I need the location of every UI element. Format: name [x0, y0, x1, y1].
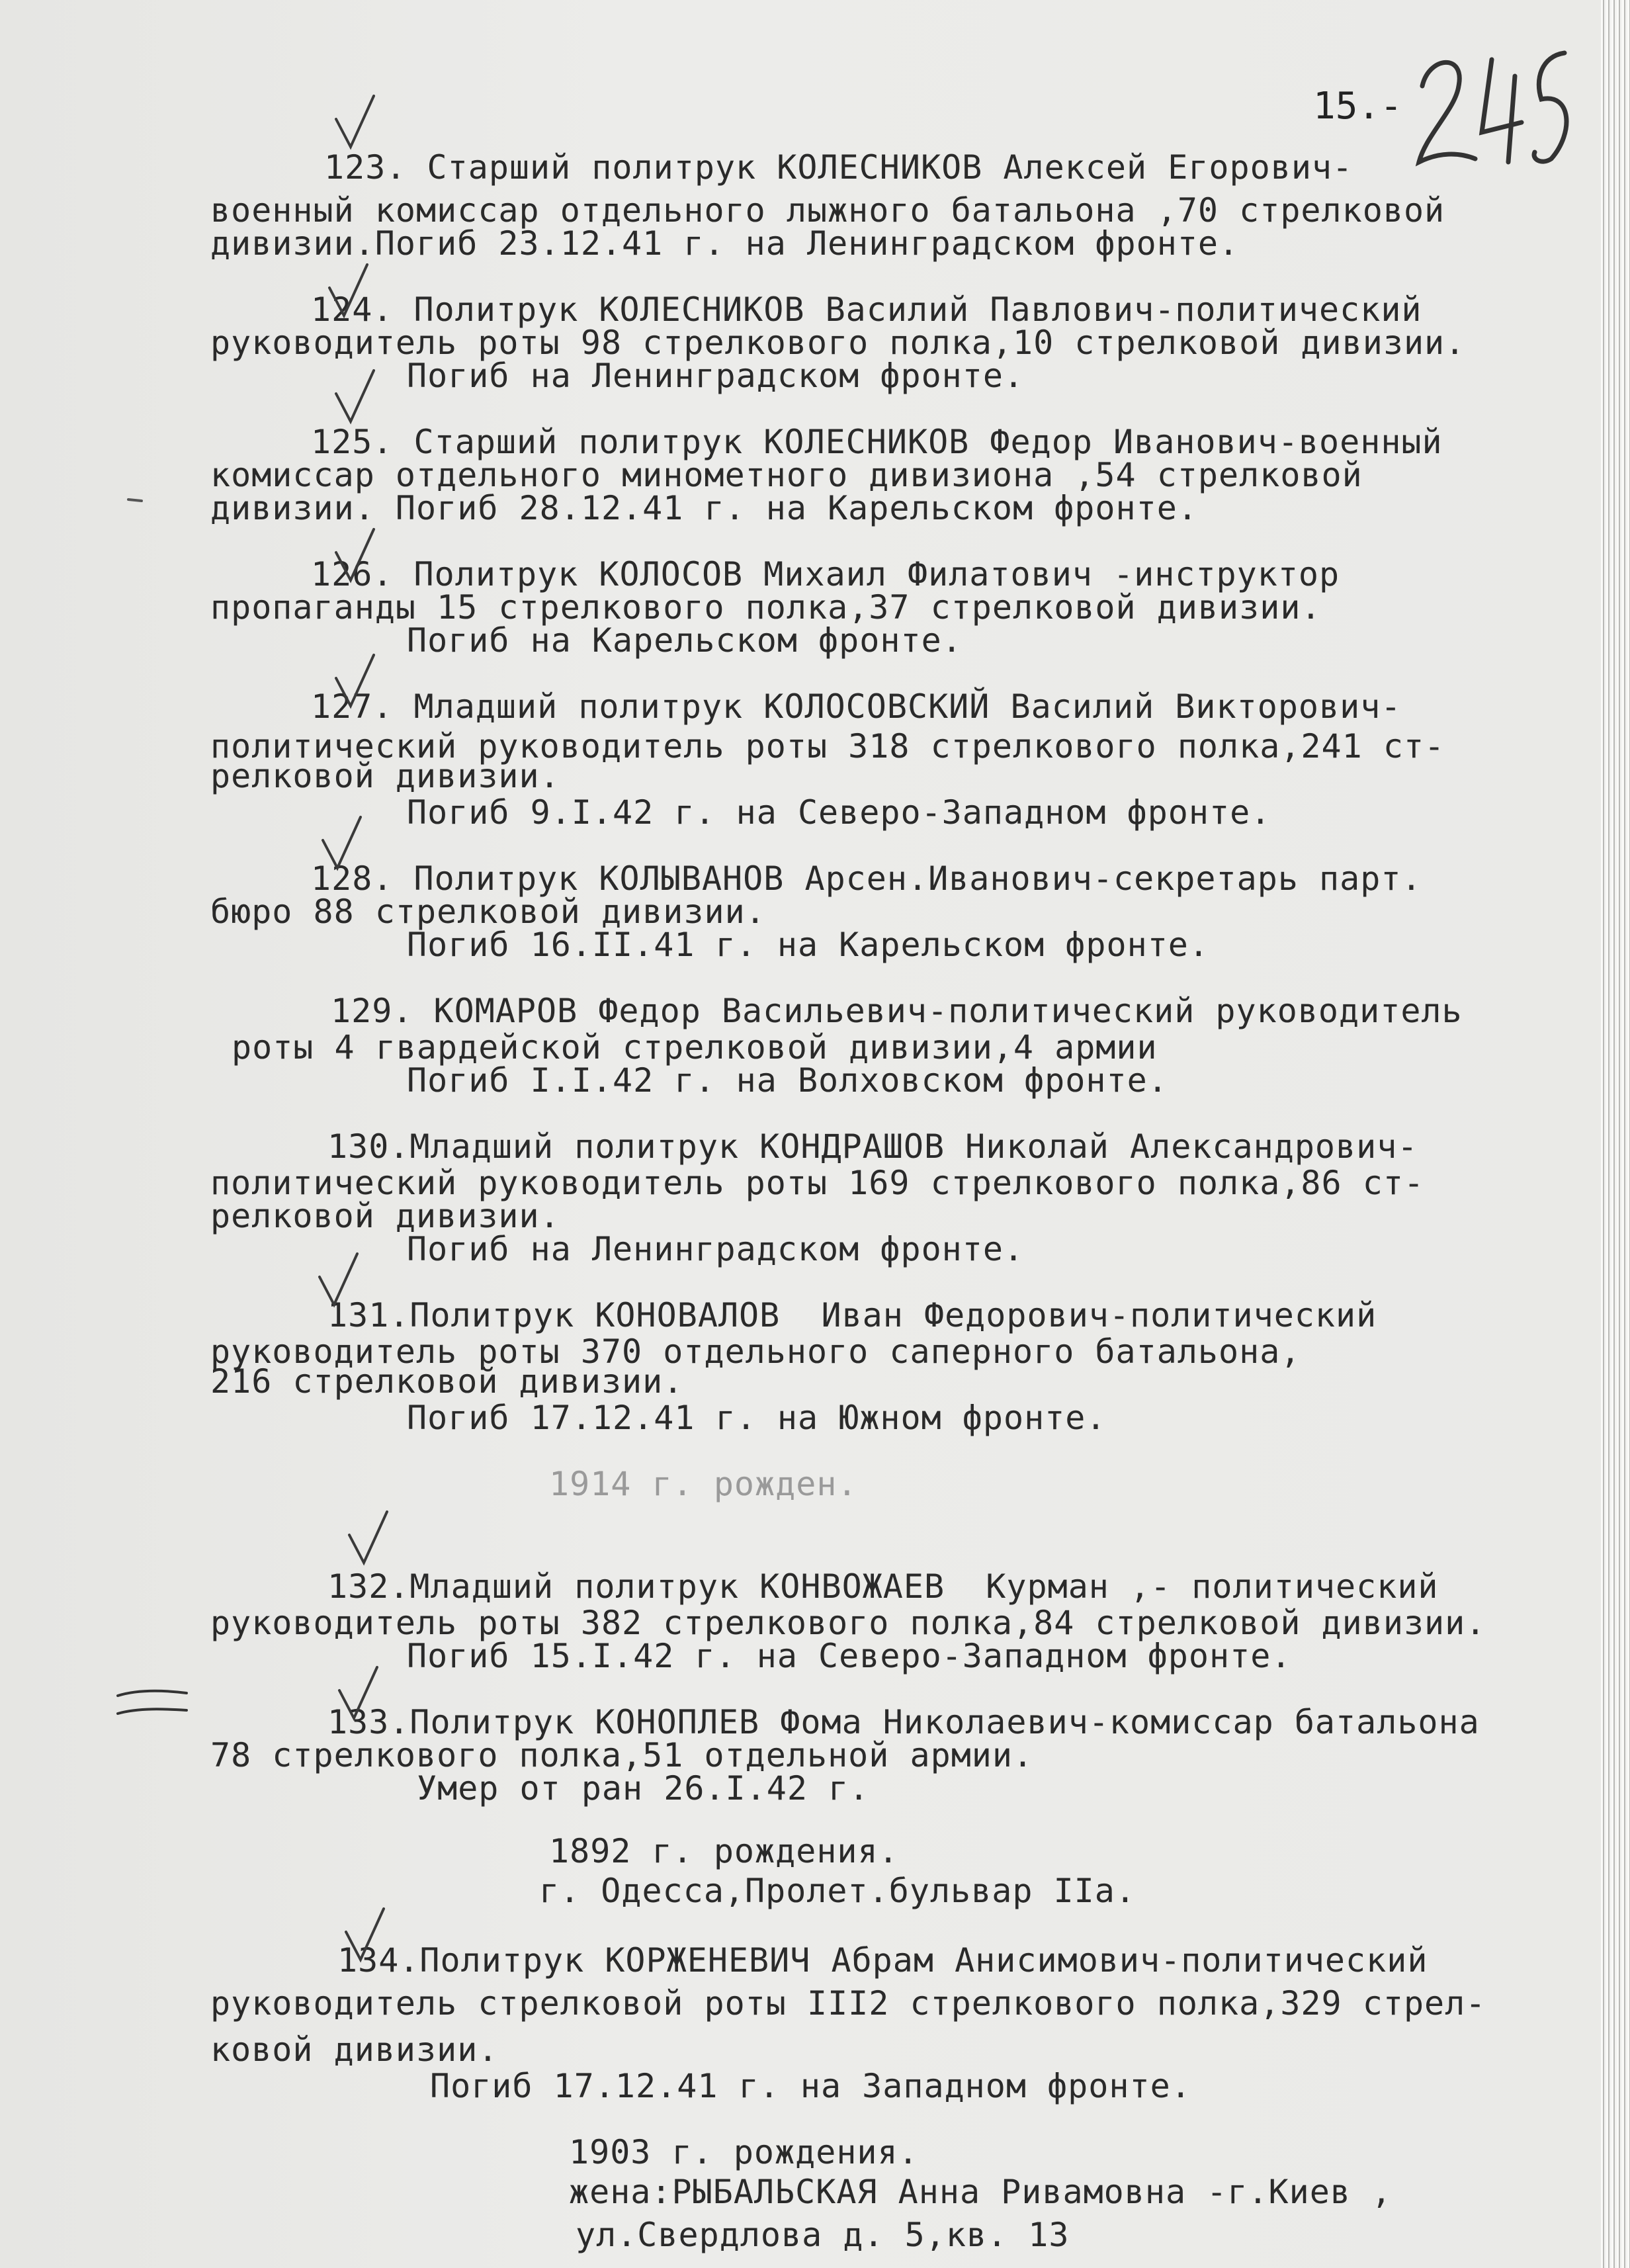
entry-124-line-3: Погиб на Ленинградском фронте. [407, 357, 1025, 395]
entry-128-line-3: Погиб 16.II.41 г. на Карельском фронте. [407, 926, 1209, 964]
entry-134-line-4: Погиб 17.12.41 г. на Западном фронте. [430, 2067, 1191, 2105]
entry-131-line-4: Погиб 17.12.41 г. на Южном фронте. [407, 1399, 1107, 1437]
check-mark-icon [318, 814, 370, 873]
check-mark-icon [344, 1508, 397, 1568]
entry-127-line-4: Погиб 9.I.42 г. на Северо-Западном фронте. [407, 793, 1271, 832]
entry-134-spouse: жена:РЫБАЛЬСКАЯ Анна Ривамовна -г.Киев , [569, 2173, 1393, 2211]
entry-133-birth: 1892 г. рождения. [549, 1832, 899, 1870]
entry-132-line-3: Погиб 15.I.42 г. на Северо-Западном фронте. [407, 1637, 1292, 1675]
entry-129-line-1: 129. КОМАРОВ Федор Васильевич-политический руководитель [331, 992, 1463, 1030]
entry-125-line-2: комиссар отдельного минометного дивизиона ,54 стрелковой [210, 456, 1363, 494]
entry-134-birth: 1903 г. рождения. [569, 2133, 919, 2171]
entry-130-line-3: релковой дивизии. [210, 1197, 560, 1235]
entry-129-line-2: роты 4 гвардейской стрелковой дивизии,4 армии [232, 1028, 1158, 1067]
entry-123-line-3: дивизии.Погиб 23.12.41 г. на Ленинградском фронте. [210, 224, 1240, 263]
entry-134-spouse-address: ул.Свердлова д. 5,кв. 13 [576, 2216, 1070, 2254]
entry-125-line-1: 125. Старший политрук КОЛЕСНИКОВ Федор Иванович-военный [311, 423, 1443, 461]
entry-133-line-2: 78 стрелкового полка,51 отдельной армии. [210, 1736, 1034, 1774]
page-number: 15.- [1313, 85, 1402, 128]
page-edge [1601, 0, 1630, 2268]
entry-127-line-3: релковой дивизии. [210, 757, 560, 795]
check-mark-icon [314, 1250, 367, 1310]
check-mark-icon [341, 1905, 394, 1965]
entry-133-address: г. Одесса,Пролет.бульвар IIа. [539, 1872, 1136, 1910]
entry-134-line-2: руководитель стрелковой роты III2 стрелкового полка,329 стрел- [210, 1984, 1486, 2023]
margin-double-line-mark [112, 1684, 192, 1723]
check-mark-icon [331, 526, 384, 586]
entry-130-line-2: политический руководитель роты 169 стрелкового полка,86 ст- [210, 1164, 1425, 1202]
handwritten-folio-number [1409, 40, 1574, 172]
entry-125-line-3: дивизии. Погиб 28.12.41 г. на Карельском фронте. [210, 489, 1198, 527]
entry-123-line-1: 123. Старший политрук КОЛЕСНИКОВ Алексей Егорович- [324, 148, 1353, 187]
entry-132-line-2: руководитель роты 382 стрелкового полка,84 стрелковой дивизии. [210, 1604, 1486, 1642]
entry-131-line-3: 216 стрелковой дивизии. [210, 1362, 684, 1401]
entry-131-birth: 1914 г. рожден. [549, 1465, 858, 1503]
entry-126-line-3: Погиб на Карельском фронте. [407, 621, 963, 660]
entry-124-line-2: руководитель роты 98 стрелкового полка,10 стрелковой дивизии. [210, 324, 1466, 362]
entry-123-line-2: военный комиссар отдельного лыжного батальона ,70 стрелковой [210, 191, 1445, 230]
entry-132-line-1: 132.Младший политрук КОНВОЖАЕВ Курман ,- политический [327, 1567, 1439, 1606]
entry-131-line-2: руководитель роты 370 отдельного саперного батальона, [210, 1332, 1301, 1371]
check-mark-icon [331, 652, 384, 711]
entry-126-line-1: 126. Политрук КОЛОСОВ Михаил Филатович -инструктор [311, 555, 1340, 593]
margin-tick-mark [126, 493, 146, 506]
check-mark-icon [334, 1664, 387, 1723]
entry-130-line-1: 130.Младший политрук КОНДРАШОВ Николай Александрович- [327, 1127, 1418, 1166]
entry-128-line-2: бюро 88 стрелковой дивизии. [210, 893, 766, 931]
check-mark-icon [324, 261, 377, 321]
check-mark-icon [331, 367, 384, 427]
entry-129-line-3: Погиб I.I.42 г. на Волховском фронте. [407, 1061, 1168, 1100]
check-mark-icon [331, 93, 384, 152]
entry-124-line-1: 124. Политрук КОЛЕСНИКОВ Василий Павлович-политический [311, 290, 1422, 329]
entry-133-line-1: 133.Политрук КОНОПЛЕВ Фома Николаевич-комиссар батальона [327, 1703, 1480, 1741]
entry-130-line-4: Погиб на Ленинградском фронте. [407, 1230, 1025, 1268]
entry-126-line-2: пропаганды 15 стрелкового полка,37 стрелковой дивизии. [210, 588, 1322, 627]
entry-127-line-2: политический руководитель роты 318 стрелкового полка,241 ст- [210, 727, 1445, 765]
entry-127-line-1: 127. Младший политрук КОЛОСОВСКИЙ Василий Викторович- [311, 687, 1402, 726]
entry-128-line-1: 128. Политрук КОЛЫВАНОВ Арсен.Иванович-секретарь парт. [311, 859, 1422, 898]
entry-133-line-3: Умер от ран 26.I.42 г. [417, 1769, 870, 1808]
entry-134-line-3: ковой дивизии. [210, 2030, 499, 2069]
entry-131-line-1: 131.Политрук КОНОВАЛОВ Иван Федорович-политический [327, 1296, 1377, 1334]
entry-134-line-1: 134.Политрук КОРЖЕНЕВИЧ Абрам Анисимович-политический [337, 1941, 1428, 1980]
